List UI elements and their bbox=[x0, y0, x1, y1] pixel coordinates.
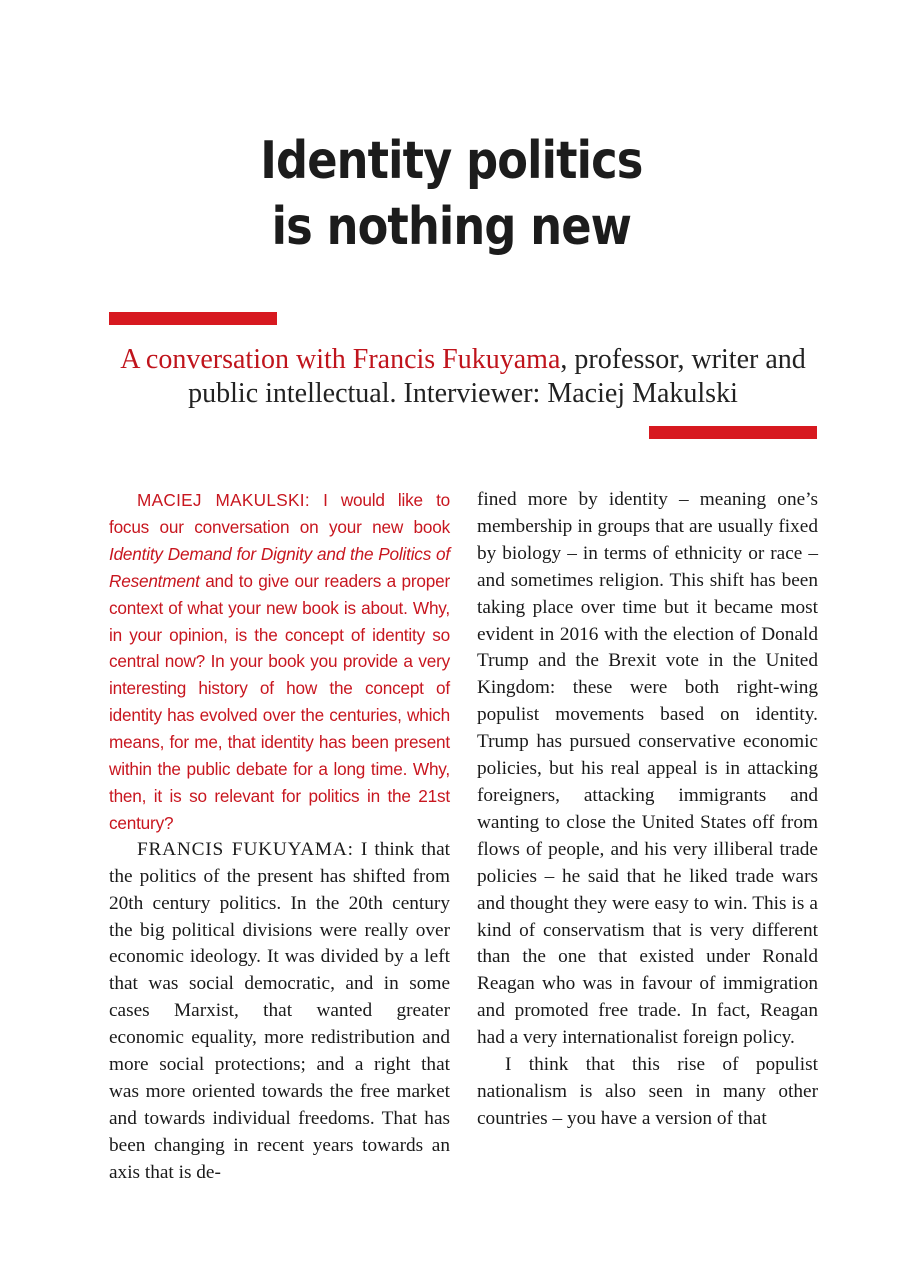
accent-bar-bottom bbox=[649, 426, 817, 439]
article-title bbox=[65, 128, 838, 260]
question-text-1: I would like to focus our conversation on your new book bbox=[109, 490, 451, 537]
article-subtitle bbox=[109, 343, 817, 411]
interviewer-name: MACIEJ MAKULSKI: bbox=[137, 490, 310, 510]
answer-paragraph bbox=[109, 837, 450, 1187]
answer-continuation: fined more by identity – meaning one’s membership in groups that are usually fixed by biology – in terms of ethnicity or race – and sometimes religion. This shift has been taking place over time but it became most evident in 2016 with the election of Donald Trump and the Brexit vote in the United Kingdom: these were both right-wing populist movements based on identity. Trump has pursued conservative economic policies, but his real appeal is in attacking foreigners, attacking immigrants and wanting to close the United States off from flows of people, and his very illiberal trade policies – he said that he liked trade wars and thought they were easy to win. This is a kind of conservatism that is very different than the one that existed under Ronald Reagan who was in favour of immigration and promoted free trade. In fact, Reagan had a very internationalist foreign policy. bbox=[477, 489, 818, 1049]
interviewer-question bbox=[109, 487, 450, 837]
title-line-1: Identity politics bbox=[260, 131, 643, 191]
subtitle-rest: , professor, writer and public intellectual. Interviewer: Maciej Makulski bbox=[188, 344, 806, 409]
accent-bar-top bbox=[109, 312, 277, 325]
question-text-2: and to give our readers a proper context of what your new book is about. Why, in your opinion, is the concept of identity so central now? In your book you provide a very interesting history of how the concept of identity has evolved over the centuries, which means, for me, that identity has been present within the public debate for a long time. Why, then, it is so relevant for politics in the 21st century? bbox=[109, 570, 450, 833]
answer-next-paragraph: I think that this rise of populist nationalism is also seen in many other countries – you have a version of that bbox=[477, 1054, 818, 1129]
text-column-right bbox=[477, 487, 818, 1133]
interviewee-name: FRANCIS FUKUYAMA: bbox=[137, 838, 354, 860]
title-line-2: is nothing new bbox=[271, 197, 632, 257]
book-title: Identity Demand for Dignity and the Politics of Resentment bbox=[109, 543, 450, 591]
subtitle-lead: A conversation with Francis Fukuyama bbox=[120, 344, 561, 375]
answer-text-left: I think that the politics of the present has shifted from 20th century politics. In the 20th century the big political divisions were really over economic ideology. It was divided by a left that was social democratic, and in some cases Marxist, that wanted greater economic equality, more redistribution and more social protections; and a right that was more oriented towards the free market and towards individual freedoms. That has been changing in recent years towards an axis that is de- bbox=[109, 838, 450, 1183]
text-column-left bbox=[109, 487, 450, 1187]
